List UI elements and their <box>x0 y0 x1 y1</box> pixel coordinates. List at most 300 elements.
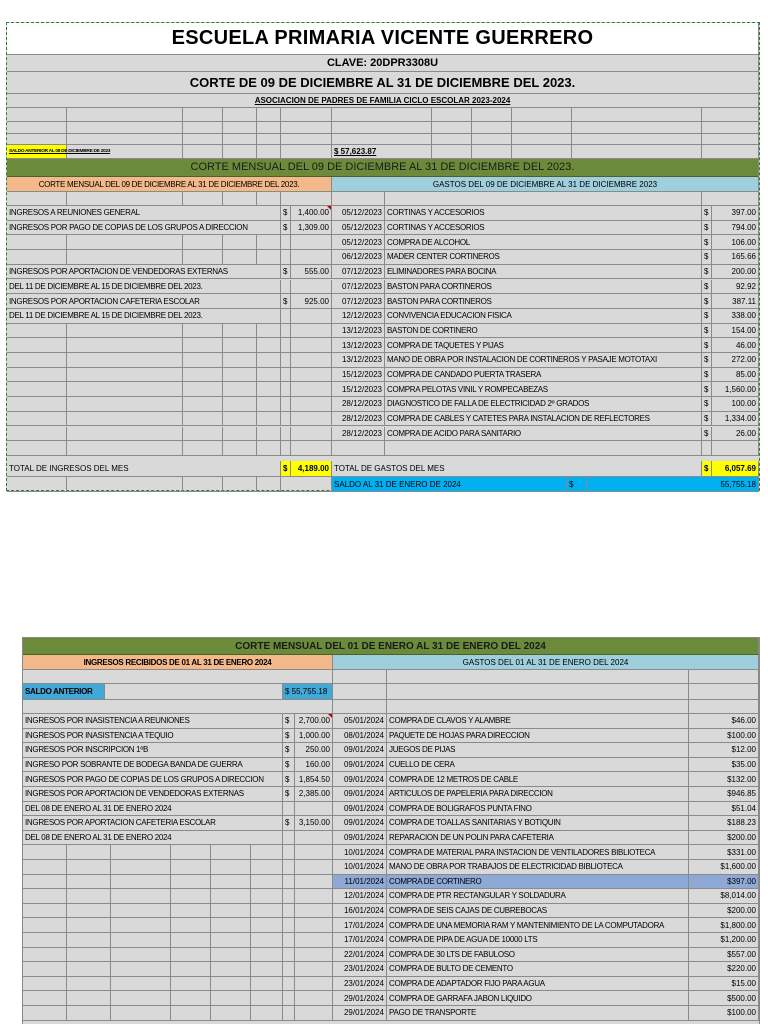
income-amount <box>291 250 332 265</box>
grid-cell <box>251 1006 283 1021</box>
grid-cell <box>332 108 432 122</box>
total-income-value: 4,189.00 <box>291 461 332 477</box>
grid-cell <box>183 477 223 492</box>
expense-date: 15/12/2023 <box>332 368 385 383</box>
expense-description: CUELLO DE CERA <box>387 758 689 773</box>
grid-cell <box>111 918 171 933</box>
income-currency <box>283 962 295 977</box>
ledger-row <box>7 368 759 383</box>
income-amount <box>295 875 333 890</box>
expense-currency: $ <box>702 250 712 265</box>
income-amount <box>295 904 333 919</box>
grid-cell <box>432 145 472 159</box>
expense-date: 28/12/2023 <box>332 427 385 442</box>
expense-description: COMPRA DE ADAPTADOR FIJO PARA AGUA <box>387 977 689 992</box>
blank-row <box>23 670 759 684</box>
grid-cell <box>7 192 67 206</box>
grid-cell <box>23 933 67 948</box>
grid-cell <box>67 353 183 368</box>
grid-cell <box>171 962 211 977</box>
expense-description: PAQUETE DE HOJAS PARA DIRECCION <box>387 729 689 744</box>
section-headers <box>7 177 759 192</box>
income-concept: INGRESO POR SOBRANTE DE BODEGA BANDA DE GUERRA <box>23 758 283 773</box>
expense-date: 15/12/2023 <box>332 382 385 397</box>
grid-cell <box>257 235 281 250</box>
grid-cell <box>281 145 332 159</box>
expense-amount: 92.92 <box>712 280 759 295</box>
grid-cell <box>211 948 251 963</box>
grid-cell <box>223 122 257 134</box>
income-concept: INGRESOS POR APORTACION DE VENDEDORAS EXTERNAS <box>23 787 283 802</box>
grid-cell <box>512 122 572 134</box>
grid-cell <box>171 948 211 963</box>
income-amount <box>291 324 332 339</box>
expense-description: MANO DE OBRA POR INSTALACION DE CORTINEROS Y PASAJE MOTOTAXI <box>385 353 702 368</box>
grid-cell <box>111 845 171 860</box>
grid-cell <box>183 368 223 383</box>
income-amount <box>295 948 333 963</box>
income-concept: DEL 08 DE ENERO AL 31 DE ENERO 2024 <box>23 802 283 817</box>
income-amount: 1,309.00 <box>291 221 332 236</box>
expense-description: COMPRA DE GARRAFA JABON LIQUIDO <box>387 991 689 1006</box>
expense-amount: 165.66 <box>712 250 759 265</box>
income-currency <box>281 280 291 295</box>
balance-row <box>7 477 759 492</box>
grid-cell <box>332 192 385 206</box>
grid-cell <box>572 108 702 122</box>
expense-amount: 26.00 <box>712 427 759 442</box>
grid-cell <box>512 145 572 159</box>
ledger-row <box>23 714 759 729</box>
grid-cell <box>23 860 67 875</box>
income-concept: INGRESOS POR APORTACION CAFETERIA ESCOLAR <box>23 816 283 831</box>
grid-cell <box>23 962 67 977</box>
ledger-row <box>23 875 759 890</box>
grid-cell <box>7 397 67 412</box>
grid-cell <box>23 845 67 860</box>
grid-cell <box>67 962 111 977</box>
grid-cell <box>572 145 702 159</box>
expense-description: JUEGOS DE PIJAS <box>387 743 689 758</box>
grid-cell <box>7 324 67 339</box>
income-amount: 1,000.00 <box>295 729 333 744</box>
december-report-sheet <box>6 22 760 491</box>
grid-cell <box>7 235 67 250</box>
income-amount <box>291 309 332 324</box>
expense-amount: $46.00 <box>689 714 759 729</box>
grid-cell <box>7 382 67 397</box>
grid-cell <box>257 382 281 397</box>
expense-amount: $1,600.00 <box>689 860 759 875</box>
expense-amount: $35.00 <box>689 758 759 773</box>
expense-amount: $946.85 <box>689 787 759 802</box>
expense-description: CONVIVENCIA EDUCACION FISICA <box>385 309 702 324</box>
january-income-header: INGRESOS RECIBIDOS DE 01 AL 31 DE ENERO 2024 <box>23 655 333 670</box>
grid-cell <box>432 134 472 145</box>
grid-cell <box>257 145 281 159</box>
total-income-currency: $ <box>281 461 291 477</box>
income-amount <box>291 368 332 383</box>
grid-cell <box>171 889 211 904</box>
expense-description: CORTINAS Y ACCESORIOS <box>385 206 702 221</box>
income-amount <box>295 918 333 933</box>
grid-cell <box>23 991 67 1006</box>
period-title: CORTE DE 09 DE DICIEMBRE AL 31 DE DICIEMBRE DEL 2023. <box>7 72 759 94</box>
expense-amount: 106.00 <box>712 235 759 250</box>
grid-cell <box>257 122 281 134</box>
grid-cell <box>333 684 387 700</box>
association-title: ASOCIACION DE PADRES DE FAMILIA CICLO ESCOLAR 2023-2024 <box>7 94 759 108</box>
grid-cell <box>223 324 257 339</box>
grid-cell <box>223 108 257 122</box>
expense-currency: $ <box>702 324 712 339</box>
grid-cell <box>67 441 183 456</box>
income-currency <box>283 1006 295 1021</box>
income-currency <box>281 338 291 353</box>
grid-cell <box>223 441 257 456</box>
grid-cell <box>211 860 251 875</box>
grid-cell <box>7 353 67 368</box>
expense-date: 13/12/2023 <box>332 338 385 353</box>
expense-currency: $ <box>702 206 712 221</box>
grid-cell <box>387 670 689 684</box>
ledger-row <box>7 265 759 280</box>
income-currency <box>281 353 291 368</box>
expense-currency: $ <box>702 221 712 236</box>
grid-cell <box>257 368 281 383</box>
grid-cell <box>23 1006 67 1021</box>
grid-cell <box>171 1006 211 1021</box>
grid-cell <box>281 122 332 134</box>
comment-marker <box>328 714 332 718</box>
grid-cell <box>111 991 171 1006</box>
expense-currency: $ <box>702 412 712 427</box>
income-amount <box>295 962 333 977</box>
grid-cell <box>223 353 257 368</box>
grid-cell <box>183 108 223 122</box>
expense-currency: $ <box>702 382 712 397</box>
grid-cell <box>67 382 183 397</box>
grid-cell <box>111 933 171 948</box>
grid-cell <box>387 700 689 714</box>
income-amount: 3,150.00 <box>295 816 333 831</box>
expense-header: GASTOS DEL 09 DE DICIEMBRE AL 31 DE DICIEMBRE 2023 <box>332 177 759 192</box>
income-concept: DEL 11 DE DICIEMBRE AL 15 DE DICIEMBRE DEL 2023. <box>7 280 281 295</box>
grid-cell <box>385 192 702 206</box>
blank-row <box>7 122 759 134</box>
expense-date: 17/01/2024 <box>333 918 387 933</box>
expense-currency: $ <box>702 235 712 250</box>
expense-amount: $200.00 <box>689 904 759 919</box>
expense-description: COMPRA DE CLAVOS Y ALAMBRE <box>387 714 689 729</box>
grid-cell <box>257 477 281 492</box>
grid-cell <box>23 875 67 890</box>
grid-cell <box>111 977 171 992</box>
expense-date: 13/12/2023 <box>332 353 385 368</box>
grid-cell <box>211 1006 251 1021</box>
expense-date: 17/01/2024 <box>333 933 387 948</box>
grid-cell <box>223 338 257 353</box>
income-currency: $ <box>281 265 291 280</box>
association-row <box>7 94 759 108</box>
total-expense-label: TOTAL DE GASTOS DEL MES <box>332 461 702 477</box>
expense-amount: $200.00 <box>689 831 759 846</box>
expense-description: COMPRA DE SEIS CAJAS DE CUBREBOCAS <box>387 904 689 919</box>
ledger-row <box>23 889 759 904</box>
income-amount: 1,854.50 <box>295 772 333 787</box>
grid-cell <box>171 860 211 875</box>
income-amount <box>291 427 332 442</box>
comment-marker <box>327 206 331 210</box>
expense-description: COMPRA DE PIPA DE AGUA DE 10000 LTS <box>387 933 689 948</box>
grid-cell <box>111 948 171 963</box>
total-income-label: TOTAL DE INGRESOS DEL MES <box>7 461 281 477</box>
grid-cell <box>211 904 251 919</box>
income-currency: $ <box>283 743 295 758</box>
expense-date: 09/01/2024 <box>333 831 387 846</box>
grid-cell <box>572 122 702 134</box>
grid-cell <box>702 145 759 159</box>
grid-cell <box>257 412 281 427</box>
grid-cell <box>472 145 512 159</box>
income-currency: $ <box>283 729 295 744</box>
ledger-row <box>23 845 759 860</box>
expense-description: COMPRA DE ALCOHOL <box>385 235 702 250</box>
income-currency: $ <box>283 787 295 802</box>
grid-cell <box>332 122 432 134</box>
expense-date: 29/01/2024 <box>333 1006 387 1021</box>
expense-amount: $331.00 <box>689 845 759 860</box>
grid-cell <box>67 235 183 250</box>
grid-cell <box>67 134 183 145</box>
grid-cell <box>251 875 283 890</box>
expense-amount: 1,334.00 <box>712 412 759 427</box>
grid-cell <box>7 250 67 265</box>
expense-description: BASTON PARA CORTINEROS <box>385 280 702 295</box>
monthly-band-title: CORTE MENSUAL DEL 09 DE DICIEMBRE AL 31 DE DICIEMBRE DEL 2023. <box>7 159 759 177</box>
expense-currency: $ <box>702 265 712 280</box>
expense-date: 09/01/2024 <box>333 743 387 758</box>
grid-cell <box>251 962 283 977</box>
grid-cell <box>702 192 759 206</box>
expense-amount: $8,014.00 <box>689 889 759 904</box>
ledger-row <box>23 991 759 1006</box>
grid-cell <box>67 477 183 492</box>
grid-cell <box>67 1006 111 1021</box>
grid-cell <box>251 948 283 963</box>
income-currency <box>283 904 295 919</box>
income-currency: $ <box>283 816 295 831</box>
ledger-row <box>7 427 759 442</box>
income-currency <box>281 427 291 442</box>
grid-cell <box>702 108 759 122</box>
income-amount <box>291 280 332 295</box>
expense-amount: $1,800.00 <box>689 918 759 933</box>
expense-date: 12/12/2023 <box>332 309 385 324</box>
income-currency <box>281 235 291 250</box>
grid-cell <box>67 397 183 412</box>
income-amount <box>291 382 332 397</box>
grid-cell <box>23 700 333 714</box>
grid-cell <box>211 918 251 933</box>
grid-cell <box>385 441 702 456</box>
expense-amount: 272.00 <box>712 353 759 368</box>
balance-currency: $ <box>567 477 587 492</box>
income-amount <box>291 353 332 368</box>
income-currency <box>283 948 295 963</box>
expense-amount: 85.00 <box>712 368 759 383</box>
ledger-row <box>23 918 759 933</box>
ledger-row <box>23 787 759 802</box>
grid-cell <box>223 134 257 145</box>
income-currency <box>281 368 291 383</box>
grid-cell <box>7 368 67 383</box>
grid-cell <box>183 324 223 339</box>
ledger-row <box>23 729 759 744</box>
expense-date: 13/12/2023 <box>332 324 385 339</box>
grid-cell <box>251 904 283 919</box>
ledger-row <box>23 962 759 977</box>
expense-amount: 397.00 <box>712 206 759 221</box>
january-previous-balance-row <box>23 684 759 700</box>
january-band <box>23 638 759 655</box>
january-band-title: CORTE MENSUAL DEL 01 DE ENERO AL 31 DE ENERO DEL 2024 <box>23 638 759 655</box>
expense-date: 09/01/2024 <box>333 758 387 773</box>
ledger-row <box>23 904 759 919</box>
previous-balance-value: $ 57,623.87 <box>332 145 432 159</box>
expense-description: COMPRA DE CORTINERO <box>387 875 689 890</box>
grid-cell <box>257 353 281 368</box>
grid-cell <box>7 338 67 353</box>
income-amount <box>295 845 333 860</box>
expense-amount: 100.00 <box>712 397 759 412</box>
grid-cell <box>211 875 251 890</box>
grid-cell <box>183 441 223 456</box>
expense-date: 12/01/2024 <box>333 889 387 904</box>
grid-cell <box>183 397 223 412</box>
grid-cell <box>702 134 759 145</box>
ledger-row <box>7 382 759 397</box>
grid-cell <box>171 918 211 933</box>
grid-cell <box>281 134 332 145</box>
income-amount <box>295 933 333 948</box>
income-currency <box>281 309 291 324</box>
expense-description: DIAGNOSTICO DE FALLA DE ELECTRICIDAD 2º GRADOS <box>385 397 702 412</box>
grid-cell <box>67 845 111 860</box>
grid-cell <box>702 122 759 134</box>
grid-cell <box>105 684 283 700</box>
grid-cell <box>171 991 211 1006</box>
expense-description: BASTON DE CORTINERO <box>385 324 702 339</box>
ledger-row <box>7 280 759 295</box>
ledger-row <box>23 802 759 817</box>
expense-date: 28/12/2023 <box>332 412 385 427</box>
expense-description: COMPRA DE TOALLAS SANITARIAS Y BOTIQUIN <box>387 816 689 831</box>
expense-date: 23/01/2024 <box>333 977 387 992</box>
grid-cell <box>67 427 183 442</box>
expense-date: 09/01/2024 <box>333 802 387 817</box>
income-currency <box>283 831 295 846</box>
expense-currency: $ <box>702 338 712 353</box>
income-currency: $ <box>281 206 291 221</box>
income-amount <box>291 397 332 412</box>
grid-cell <box>251 918 283 933</box>
income-currency <box>283 802 295 817</box>
expense-date: 22/01/2024 <box>333 948 387 963</box>
grid-cell <box>111 962 171 977</box>
grid-cell <box>183 134 223 145</box>
expense-date: 09/01/2024 <box>333 772 387 787</box>
expense-description: COMPRA PELOTAS VINIL Y ROMPECABEZAS <box>385 382 702 397</box>
ledger-row <box>7 338 759 353</box>
ledger-row <box>7 235 759 250</box>
income-amount <box>291 412 332 427</box>
ledger-row <box>7 294 759 309</box>
grid-cell <box>689 684 759 700</box>
grid-cell <box>332 134 432 145</box>
ledger-row <box>23 816 759 831</box>
income-currency <box>281 382 291 397</box>
grid-cell <box>7 427 67 442</box>
grid-cell <box>183 250 223 265</box>
expense-description: MANO DE OBRA POR TRABAJOS DE ELECTRICIDAD BIBLIOTECA <box>387 860 689 875</box>
grid-cell <box>171 875 211 890</box>
expense-description: REPARACION DE UN POLIN PARA CAFETERIA <box>387 831 689 846</box>
expense-currency: $ <box>702 280 712 295</box>
income-currency <box>283 933 295 948</box>
grid-cell <box>211 977 251 992</box>
ledger-row <box>7 206 759 221</box>
balance-value: 55,755.18 <box>587 477 759 492</box>
grid-cell <box>689 700 759 714</box>
expense-date: 28/12/2023 <box>332 397 385 412</box>
grid-cell <box>257 397 281 412</box>
ledger-row <box>7 441 759 456</box>
expense-date: 10/01/2024 <box>333 860 387 875</box>
ledger-row <box>7 397 759 412</box>
expense-description: CORTINAS Y ACCESORIOS <box>385 221 702 236</box>
blank-row <box>7 108 759 122</box>
total-expense-value: 6,057.69 <box>712 461 759 477</box>
grid-cell <box>23 670 333 684</box>
expense-description: COMPRA DE CABLES Y CATETES PARA INSTALACION DE REFLECTORES <box>385 412 702 427</box>
expense-date: 09/01/2024 <box>333 816 387 831</box>
expense-description: COMPRA DE MATERIAL PARA INSTACION DE VENTILADORES BIBLIOTECA <box>387 845 689 860</box>
income-amount <box>295 977 333 992</box>
grid-cell <box>223 397 257 412</box>
grid-cell <box>67 977 111 992</box>
expense-description: COMPRA DE 30 LTS DE FABULOSO <box>387 948 689 963</box>
grid-cell <box>257 108 281 122</box>
expense-date: 05/12/2023 <box>332 235 385 250</box>
expense-date: 05/01/2024 <box>333 714 387 729</box>
grid-cell <box>183 382 223 397</box>
grid-cell <box>257 338 281 353</box>
income-amount: 1,400.00 <box>291 206 332 221</box>
grid-cell <box>572 134 702 145</box>
expense-date: 16/01/2024 <box>333 904 387 919</box>
monthly-band <box>7 159 759 177</box>
grid-cell <box>211 889 251 904</box>
grid-cell <box>67 904 111 919</box>
grid-cell <box>67 338 183 353</box>
income-currency <box>283 860 295 875</box>
income-currency: $ <box>281 221 291 236</box>
grid-cell <box>251 889 283 904</box>
grid-cell <box>183 192 223 206</box>
expense-amount: $132.00 <box>689 772 759 787</box>
income-currency: $ <box>283 714 295 729</box>
